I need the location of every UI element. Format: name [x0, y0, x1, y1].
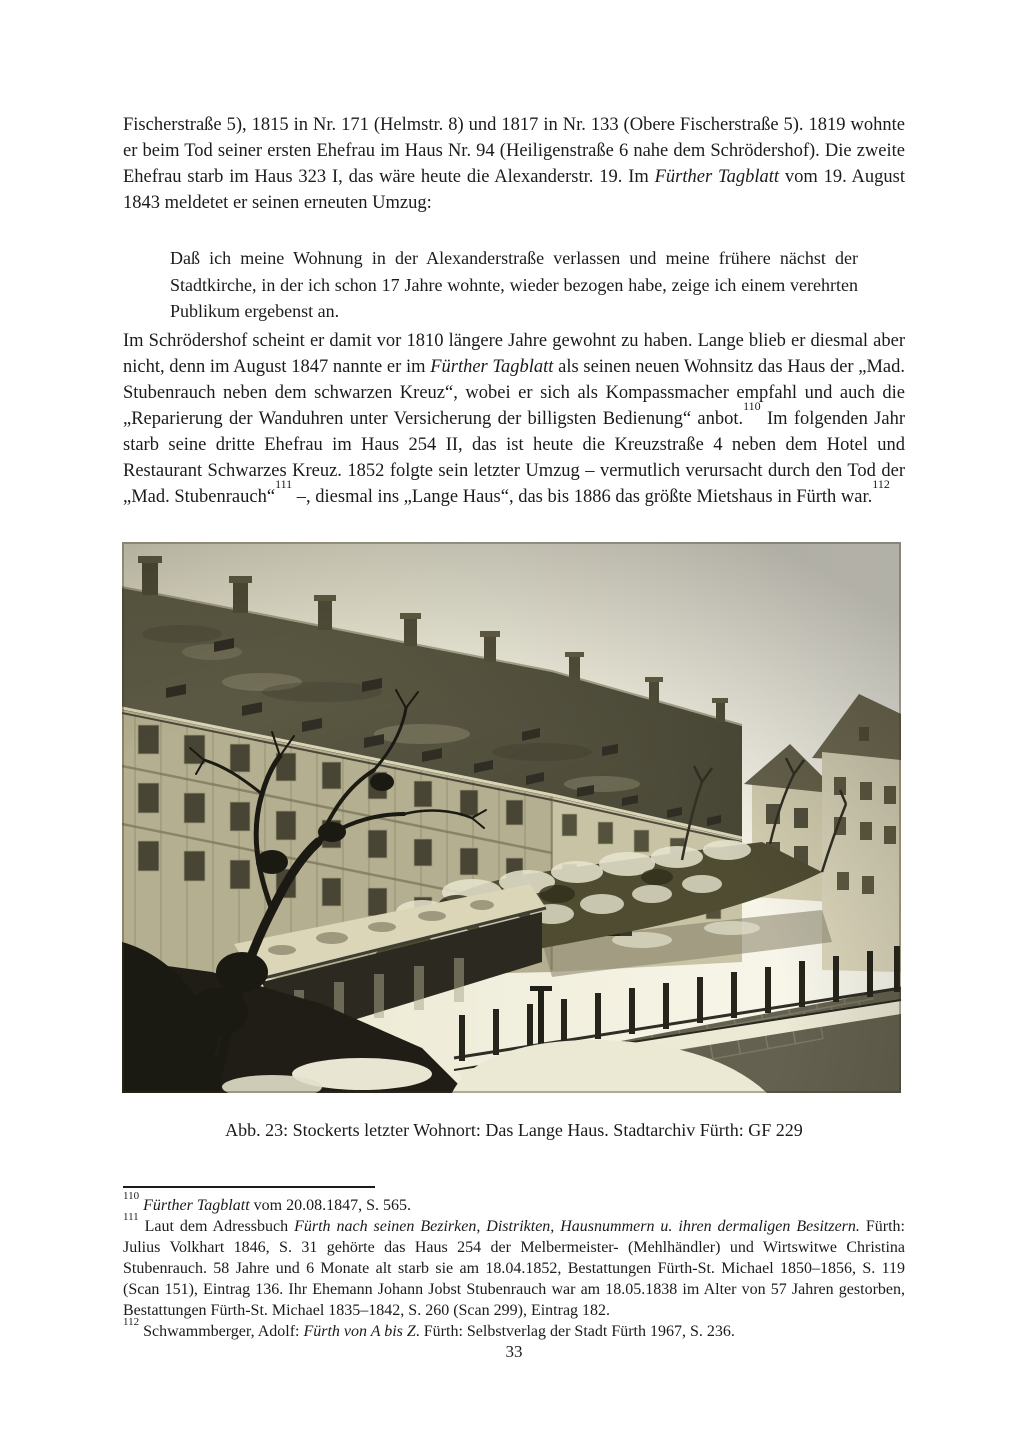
footnote-text: . Fürth: Selbstverlag der Stadt Fürth 1967, S. 236.: [415, 1323, 735, 1340]
footnote-text: Laut dem Adressbuch: [138, 1218, 295, 1235]
footnote-text: Fürth: Julius Volkhart 1846, S. 31 gehörte das Haus 254 der Melbermeister- (Mehlhändler) und Wirtswitwe Christina Stubenrauch. 58 Jahre und 6 Monate alt starb sie am 18.04.1852, Bestattungen Fürth-St. Michael 1850–1856, S. 119 (Scan 151), Eintrag 136. Ihr Ehemann Johann Jobst Stubenrauch war am 18.05.1838 im Alter von 57 Jahren gestorben, Bestattungen Fürth-St. Michael 1835–1842, S. 260 (Scan 299), Eintrag 182.: [123, 1218, 905, 1319]
caption-text: Abb. 23: Stockerts letzter Wohnort: Das Lange Haus. Stadtarchiv Fürth: GF 229: [225, 1120, 803, 1140]
footnote-number-111: 111: [123, 1210, 139, 1223]
footnote-112: [123, 1315, 905, 1342]
italic-title: Fürther Tagblatt: [654, 167, 780, 187]
italic-title: Fürther Tagblatt: [143, 1197, 250, 1214]
footnote-111: [123, 1210, 905, 1321]
footnote-ref-111: 111: [275, 476, 293, 491]
italic-title: Fürth nach seinen Bezirken, Distrikten, Hausnummern u. ihren dermaligen Besitzern.: [294, 1218, 860, 1235]
footnotes-section: [123, 1186, 905, 1342]
paragraph-text: als seinen neuen Wohnsitz das Haus der „Mad. Stubenrauch neben dem schwarzen Kreuz“, wobei er sich als Kompassmacher empfahl und auch die „Reparierung der Wanduhren unter Versicherung der billigsten Bedienung“ anbot.: [123, 357, 906, 429]
italic-title: Fürth von A bis Z: [303, 1323, 416, 1340]
photo-caption: [123, 1120, 905, 1141]
footnote-text: Schwammberger, Adolf:: [139, 1323, 304, 1340]
figure-photo: [122, 542, 901, 1093]
body-paragraph-1: [123, 112, 905, 216]
paragraph-text: Im folgenden Jahr starb seine dritte Ehefrau im Haus 254 II, das ist heute die Kreuzstraße 4 neben dem Hotel und Restaurant Schwarzes Kreuz. 1852 folgte sein letzter Umzug – vermutlich verursacht durch den Tod der „Mad. Stubenrauch“: [123, 409, 905, 507]
footnote-separator: [123, 1186, 375, 1188]
quote-block: [170, 245, 858, 325]
paragraph-text: vom 19. August 1843 meldetet er seinen erneuten Umzug:: [123, 167, 905, 213]
footnote-text: vom 20.08.1847, S. 565.: [249, 1197, 411, 1214]
footnote-ref-112: 112: [872, 476, 890, 491]
footnote-110: [123, 1189, 905, 1216]
quote-text: Daß ich meine Wohnung in der Alexanderstraße verlassen und meine frühere nächst der Stadtkirche, in der ich schon 17 Jahre wohnte, wieder bezogen habe, zeige ich einem verehrten Publikum ergebenst an.: [170, 248, 858, 321]
paragraph-text: –, diesmal ins „Lange Haus“, das bis 1886 das größte Mietshaus in Fürth war.: [292, 487, 873, 507]
body-paragraph-2: [123, 328, 905, 510]
vignette: [122, 542, 901, 1093]
footnote-number-110: 110: [123, 1189, 140, 1202]
italic-title: Fürther Tagblatt: [430, 357, 554, 377]
photo-illustration: [122, 542, 901, 1093]
paragraph-text: Im Schrödershof scheint er damit vor 1810 längere Jahre gewohnt zu haben. Lange blieb er diesmal aber nicht, denn im August 1847 nannte er im: [123, 331, 905, 377]
paragraph-text: Fischerstraße 5), 1815 in Nr. 171 (Helmstr. 8) und 1817 in Nr. 133 (Obere Fischerstraße 5). 1819 wohnte er beim Tod seiner ersten Ehefrau im Haus Nr. 94 (Heiligenstraße 6 nahe dem Schrödershof). Die zweite Ehefrau starb im Haus 323 I, das wäre heute die Alexanderstr. 19. Im: [123, 115, 905, 187]
footnote-number-112: 112: [123, 1315, 140, 1328]
page-number: 33: [505, 1342, 523, 1361]
footnote-ref-110: 110: [743, 398, 761, 413]
